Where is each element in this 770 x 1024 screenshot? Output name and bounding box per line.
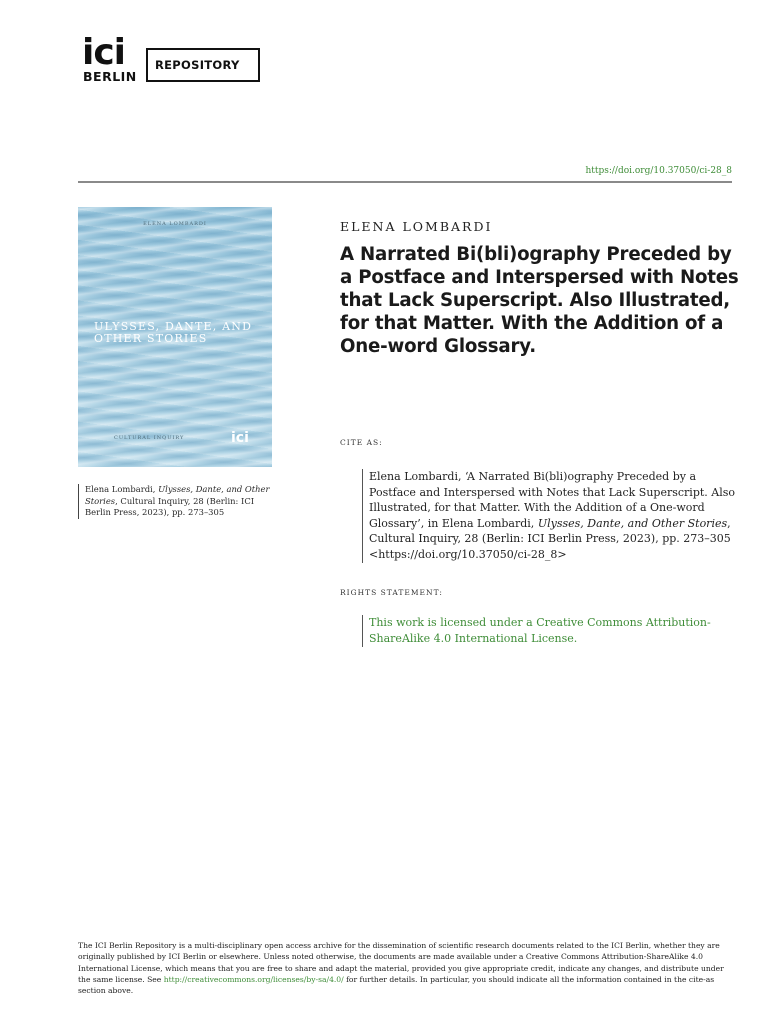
license-link[interactable]: This work is licensed under a Creative Commons Attribution-ShareAlike 4.0 International License. [369, 616, 711, 645]
citation-text-part2: , Cultural Inquiry, 28 (Berlin: ICI Berlin Press, 2023), pp. 273–305 [369, 516, 731, 546]
doi-link[interactable]: https://doi.org/10.37050/ci-28_8 [585, 166, 732, 176]
footer-license-link[interactable]: http://creativecommons.org/licenses/by-sa/4.0/ [163, 974, 344, 984]
article-author: ELENA LOMBARDI [340, 219, 493, 234]
cover-author-text: ELENA LOMBARDI [143, 221, 207, 227]
logo-berlin-text: BERLIN [83, 69, 137, 84]
footer-text-part2: for further details. In particular, you should indicate all the information contained in the cite-as section above. [78, 974, 715, 996]
logo-repository-box: REPOSITORY [146, 48, 260, 82]
cover-series-text: CULTURAL INQUIRY [114, 435, 185, 441]
citation-book-title: Ulysses, Dante, and Other Stories [537, 516, 728, 530]
rights-statement-block [362, 615, 735, 647]
caption-details: , Cultural Inquiry, 28 (Berlin: ICI Berlin Press, 2023), pp. 273–305 [85, 495, 255, 517]
caption-author: Elena Lombardi, [85, 484, 159, 494]
header-divider [78, 181, 732, 183]
citation-doi-link[interactable]: <https://doi.org/10.37050/ci-28_8> [369, 547, 567, 561]
citation-text-part1: Elena Lombardi, ‘A Narrated Bi(bli)ography Preceded by a Postface and Interspersed with Notes that Lack Superscript. Also Illustrated, for that Matter. With the Addition of a One-word Glossary’, in Elena Lombardi, [369, 470, 736, 530]
caption-book-title: Ulysses, Dante, and Other Stories [85, 484, 270, 506]
article-title: A Narrated Bi(bli)ography Preceded by a Postface and Interspersed with Notes that Lack Superscript. Also Illustrated, for that Matter. With the Addition of a One-word Glossary. [340, 244, 739, 357]
rights-statement-label: RIGHTS STATEMENT: [340, 588, 443, 597]
cover-caption [78, 484, 274, 519]
book-cover-image [78, 207, 272, 467]
repository-footer-note [78, 940, 734, 996]
footer-text-part1: The ICI Berlin Repository is a multi-disciplinary open access archive for the dissemination of scientific research documents related to the ICI Berlin, whether they are originally published by ICI Berlin or elsewhere. Unless noted otherwise, the documents are made available under a Creative Commons Attribution-ShareAlike 4.0 International License, which means that you are free to share and adapt the material, provided you give appropriate credit, indicate any changes, and distribute under the same license. See [78, 941, 724, 984]
citation-block [362, 469, 735, 563]
cite-as-label: CITE AS: [340, 438, 383, 447]
cover-title-text: ULYSSES, DANTE, AND OTHER STORIES [94, 320, 253, 345]
logo-ici-text: ici [82, 32, 126, 73]
cover-logo: ici [231, 430, 249, 446]
